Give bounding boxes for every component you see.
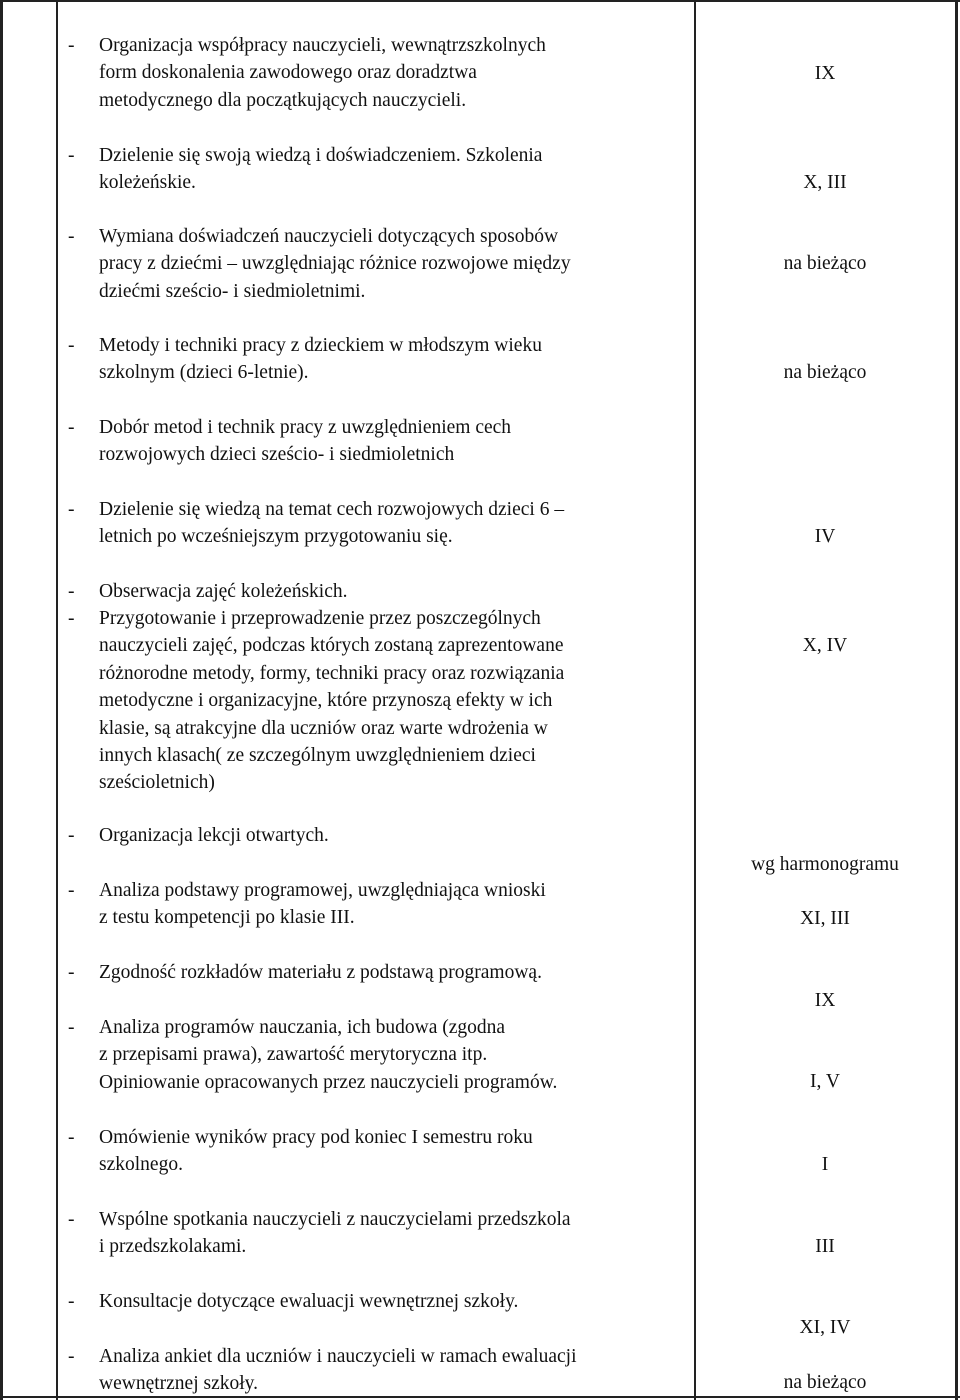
bullet-dash: - xyxy=(68,335,75,356)
bullet-dash: - xyxy=(68,35,75,56)
bullet-dash: - xyxy=(68,962,75,983)
table-border-right xyxy=(955,0,958,1400)
bullet-dash: - xyxy=(68,417,75,438)
activity-item: - Organizacja współpracy nauczycieli, wewnątrzszkolnych form doskonalenia zawodowego oraz doradztwa metodycznego dla początkujących nauczycieli. xyxy=(68,32,678,114)
schedule-date: na bieżąco xyxy=(783,1372,867,1393)
bullet-dash: - xyxy=(68,581,75,602)
activity-item: - Dzielenie się wiedzą na temat cech rozwojowych dzieci 6 – letnich po wcześniejszym przygotowaniu się. xyxy=(68,496,678,551)
schedule-date: wg harmonogramu xyxy=(751,854,899,875)
bullet-dash: - xyxy=(68,825,75,846)
schedule-date: XI, IV xyxy=(799,1317,851,1338)
bullet-dash: - xyxy=(68,608,75,629)
activity-item: - Analiza ankiet dla uczniów i nauczycieli w ramach ewaluacji wewnętrznej szkoły. xyxy=(68,1343,678,1398)
activity-item: - Przygotowanie i przeprowadzenie przez poszczególnych nauczycieli zajęć, podczas których zostaną zaprezentowane różnorodne metody, formy, techniki pracy oraz rozwiązania metodyczne i organizacyjne, które przynoszą efekty w ich klasie, są atrakcyjne dla uczniów oraz warte wdrożenia w innych klasach( ze szczególnym uwzględnieniem dzieci sześcioletnich) xyxy=(68,605,678,797)
schedule-date: IX xyxy=(814,63,836,84)
table-border-left xyxy=(0,0,3,1400)
activity-item: - Organizacja lekcji otwartych. xyxy=(68,822,678,849)
activity-item: - Analiza programów nauczania, ich budowa (zgodna z przepisami prawa), zawartość merytoryczna itp. Opiniowanie opracowanych przez nauczycieli programów. xyxy=(68,1014,678,1096)
schedule-date: IX xyxy=(814,990,836,1011)
schedule-date: I xyxy=(821,1154,829,1175)
activity-item: - Zgodność rozkładów materiału z podstawą programową. xyxy=(68,959,678,986)
bullet-dash: - xyxy=(68,226,75,247)
activity-item: - Wspólne spotkania nauczycieli z nauczycielami przedszkola i przedszkolakami. xyxy=(68,1206,678,1261)
bullet-dash: - xyxy=(68,1346,75,1367)
table-divider-second xyxy=(694,0,696,1400)
activity-item: - Dobór metod i technik pracy z uwzględnieniem cech rozwojowych dzieci sześcio- i siedmioletnich xyxy=(68,414,678,469)
bullet-dash: - xyxy=(68,1291,75,1312)
activity-item: - Omówienie wyników pracy pod koniec I semestru roku szkolnego. xyxy=(68,1124,678,1179)
schedule-date: X, IV xyxy=(802,635,848,656)
activity-item: - Metody i techniki pracy z dzieckiem w młodszym wieku szkolnym (dzieci 6-letnie). xyxy=(68,332,678,387)
bullet-dash: - xyxy=(68,499,75,520)
activity-item: - Konsultacje dotyczące ewaluacji wewnętrznej szkoły. xyxy=(68,1288,678,1315)
schedule-date: III xyxy=(815,1236,835,1257)
table-border-top xyxy=(0,0,960,2)
bullet-dash: - xyxy=(68,1127,75,1148)
schedule-date: I, V xyxy=(810,1071,840,1092)
activity-item: - Dzielenie się swoją wiedzą i doświadczeniem. Szkolenia koleżeńskie. xyxy=(68,142,678,197)
bullet-dash: - xyxy=(68,145,75,166)
schedule-date: XI, III xyxy=(800,908,850,929)
table-divider-first xyxy=(56,0,58,1400)
schedule-date: IV xyxy=(814,526,836,547)
bullet-dash: - xyxy=(68,880,75,901)
schedule-date: X, III xyxy=(803,172,847,193)
activity-item: - Obserwacja zajęć koleżeńskich. xyxy=(68,578,678,605)
bullet-dash: - xyxy=(68,1209,75,1230)
activity-item: - Analiza podstawy programowej, uwzględniająca wnioski z testu kompetencji po klasie III. xyxy=(68,877,678,932)
activity-item: - Wymiana doświadczeń nauczycieli dotyczących sposobów pracy z dziećmi – uwzględniając różnice rozwojowe między dziećmi sześcio- i siedmioletnimi. xyxy=(68,223,678,305)
schedule-date: na bieżąco xyxy=(783,253,867,274)
schedule-date: na bieżąco xyxy=(783,362,867,383)
bullet-dash: - xyxy=(68,1017,75,1038)
